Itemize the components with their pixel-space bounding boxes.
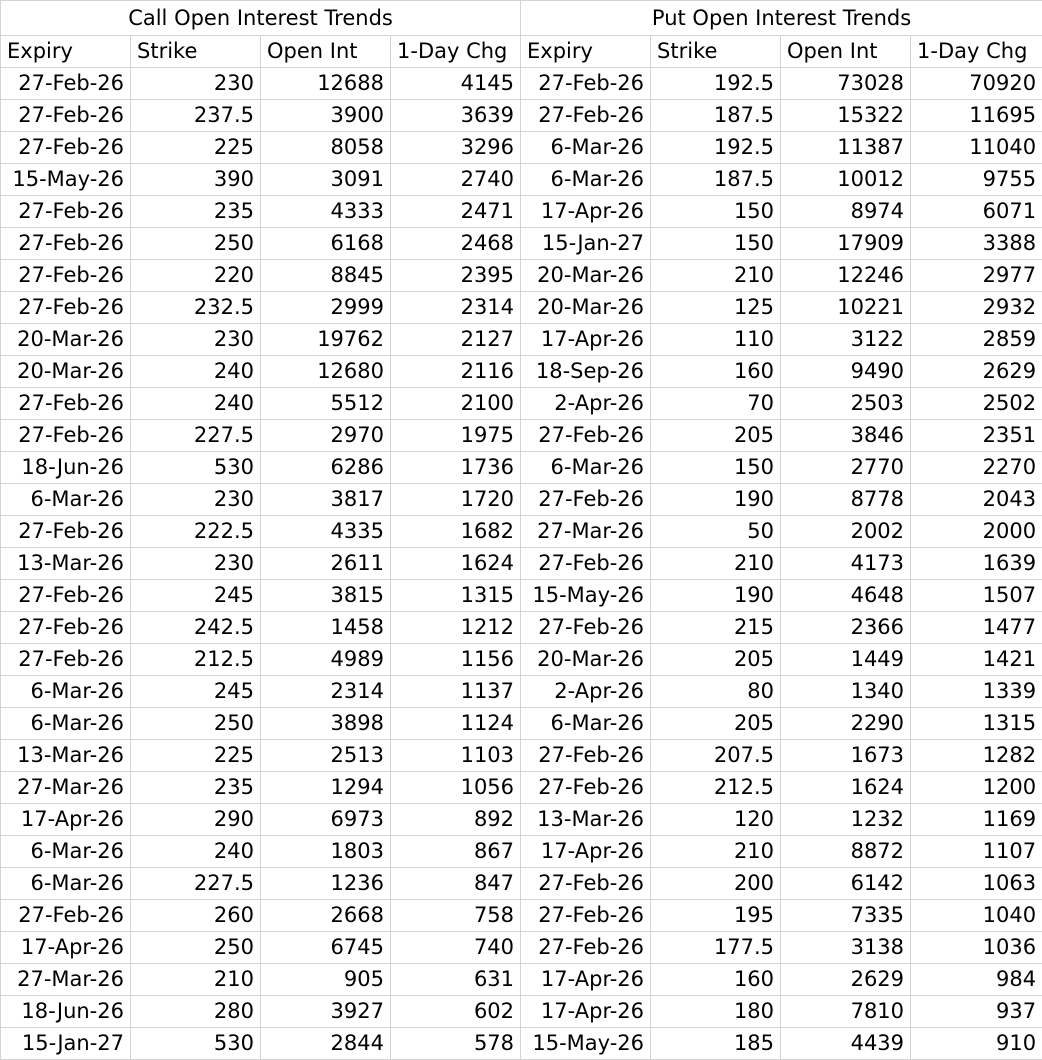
put-cell-1-day-chg[interactable]: 1169 <box>911 804 1042 836</box>
call-cell-strike[interactable]: 260 <box>131 900 261 932</box>
put-cell-expiry[interactable]: 27-Feb-26 <box>521 548 651 580</box>
put-cell-expiry[interactable]: 27-Feb-26 <box>521 68 651 100</box>
put-cell-open-int[interactable]: 3122 <box>781 324 911 356</box>
put-cell-1-day-chg[interactable]: 1107 <box>911 836 1042 868</box>
call-cell-expiry[interactable]: 6-Mar-26 <box>1 836 131 868</box>
call-cell-expiry[interactable]: 18-Jun-26 <box>1 996 131 1028</box>
put-cell-1-day-chg[interactable]: 1040 <box>911 900 1042 932</box>
table-row <box>1 708 1042 740</box>
call-cell-expiry[interactable]: 27-Mar-26 <box>1 964 131 996</box>
put-cell-1-day-chg[interactable]: 2351 <box>911 420 1042 452</box>
put-cell-expiry[interactable]: 27-Feb-26 <box>521 932 651 964</box>
call-cell-strike[interactable]: 212.5 <box>131 644 261 676</box>
put-cell-1-day-chg[interactable]: 1063 <box>911 868 1042 900</box>
put-cell-strike[interactable]: 210 <box>651 548 781 580</box>
call-cell-1-day-chg[interactable]: 1156 <box>391 644 521 676</box>
put-cell-1-day-chg[interactable]: 1421 <box>911 644 1042 676</box>
put-header-strike[interactable]: Strike <box>651 36 781 68</box>
put-cell-open-int[interactable]: 3138 <box>781 932 911 964</box>
call-header-1-day-chg[interactable]: 1-Day Chg <box>391 36 521 68</box>
call-cell-open-int[interactable]: 6973 <box>261 804 391 836</box>
put-cell-expiry[interactable]: 27-Feb-26 <box>521 900 651 932</box>
put-cell-open-int[interactable]: 3846 <box>781 420 911 452</box>
put-cell-strike[interactable]: 200 <box>651 868 781 900</box>
table-row <box>1 452 1042 484</box>
put-cell-open-int[interactable]: 1624 <box>781 772 911 804</box>
call-cell-1-day-chg[interactable]: 1720 <box>391 484 521 516</box>
call-cell-1-day-chg[interactable]: 740 <box>391 932 521 964</box>
call-cell-1-day-chg[interactable]: 3639 <box>391 100 521 132</box>
put-cell-strike[interactable]: 187.5 <box>651 100 781 132</box>
call-cell-strike[interactable]: 230 <box>131 484 261 516</box>
put-cell-expiry[interactable]: 15-May-26 <box>521 1028 651 1060</box>
call-cell-strike[interactable]: 245 <box>131 580 261 612</box>
put-cell-1-day-chg[interactable]: 937 <box>911 996 1042 1028</box>
put-cell-open-int[interactable]: 8974 <box>781 196 911 228</box>
put-cell-strike[interactable]: 190 <box>651 580 781 612</box>
put-cell-open-int[interactable]: 8778 <box>781 484 911 516</box>
table-row <box>1 516 1042 548</box>
put-cell-expiry[interactable]: 27-Feb-26 <box>521 100 651 132</box>
put-cell-1-day-chg[interactable]: 1639 <box>911 548 1042 580</box>
call-cell-1-day-chg[interactable]: 3296 <box>391 132 521 164</box>
put-cell-1-day-chg[interactable]: 1200 <box>911 772 1042 804</box>
call-cell-strike[interactable]: 290 <box>131 804 261 836</box>
put-cell-expiry[interactable]: 6-Mar-26 <box>521 164 651 196</box>
call-cell-open-int[interactable]: 6286 <box>261 452 391 484</box>
call-cell-1-day-chg[interactable]: 867 <box>391 836 521 868</box>
call-cell-strike[interactable]: 227.5 <box>131 868 261 900</box>
call-cell-expiry[interactable]: 13-Mar-26 <box>1 548 131 580</box>
call-cell-1-day-chg[interactable]: 758 <box>391 900 521 932</box>
put-cell-open-int[interactable]: 11387 <box>781 132 911 164</box>
put-cell-1-day-chg[interactable]: 2270 <box>911 452 1042 484</box>
call-cell-open-int[interactable]: 2611 <box>261 548 391 580</box>
call-cell-expiry[interactable]: 27-Feb-26 <box>1 644 131 676</box>
call-cell-strike[interactable]: 280 <box>131 996 261 1028</box>
call-cell-strike[interactable]: 390 <box>131 164 261 196</box>
put-header-1-day-chg[interactable]: 1-Day Chg <box>911 36 1042 68</box>
put-cell-strike[interactable]: 205 <box>651 420 781 452</box>
put-cell-1-day-chg[interactable]: 1282 <box>911 740 1042 772</box>
call-cell-open-int[interactable]: 1803 <box>261 836 391 868</box>
call-cell-expiry[interactable]: 27-Feb-26 <box>1 196 131 228</box>
put-cell-strike[interactable]: 185 <box>651 1028 781 1060</box>
call-cell-open-int[interactable]: 6168 <box>261 228 391 260</box>
call-cell-strike[interactable]: 250 <box>131 708 261 740</box>
table-row <box>1 388 1042 420</box>
table-row <box>1 420 1042 452</box>
call-cell-expiry[interactable]: 27-Feb-26 <box>1 260 131 292</box>
call-cell-strike[interactable]: 235 <box>131 772 261 804</box>
call-cell-open-int[interactable]: 1236 <box>261 868 391 900</box>
put-cell-expiry[interactable]: 17-Apr-26 <box>521 996 651 1028</box>
call-cell-1-day-chg[interactable]: 1137 <box>391 676 521 708</box>
table-row <box>1 260 1042 292</box>
call-cell-expiry[interactable]: 13-Mar-26 <box>1 740 131 772</box>
call-header-strike[interactable]: Strike <box>131 36 261 68</box>
put-cell-1-day-chg[interactable]: 3388 <box>911 228 1042 260</box>
put-cell-expiry[interactable]: 18-Sep-26 <box>521 356 651 388</box>
call-cell-expiry[interactable]: 6-Mar-26 <box>1 868 131 900</box>
put-cell-open-int[interactable]: 1340 <box>781 676 911 708</box>
call-cell-strike[interactable]: 230 <box>131 324 261 356</box>
call-cell-open-int[interactable]: 1294 <box>261 772 391 804</box>
call-cell-open-int[interactable]: 1458 <box>261 612 391 644</box>
put-section-title[interactable]: Put Open Interest Trends <box>521 1 1042 36</box>
call-cell-expiry[interactable]: 27-Feb-26 <box>1 900 131 932</box>
put-cell-expiry[interactable]: 6-Mar-26 <box>521 452 651 484</box>
put-cell-expiry[interactable]: 27-Mar-26 <box>521 516 651 548</box>
put-cell-expiry[interactable]: 20-Mar-26 <box>521 644 651 676</box>
call-cell-open-int[interactable]: 905 <box>261 964 391 996</box>
call-cell-expiry[interactable]: 27-Feb-26 <box>1 292 131 324</box>
call-cell-1-day-chg[interactable]: 1736 <box>391 452 521 484</box>
call-cell-expiry[interactable]: 27-Feb-26 <box>1 420 131 452</box>
put-cell-1-day-chg[interactable]: 2000 <box>911 516 1042 548</box>
table-row <box>1 644 1042 676</box>
put-cell-expiry[interactable]: 17-Apr-26 <box>521 964 651 996</box>
call-cell-1-day-chg[interactable]: 1056 <box>391 772 521 804</box>
put-cell-strike[interactable]: 110 <box>651 324 781 356</box>
call-cell-1-day-chg[interactable]: 2100 <box>391 388 521 420</box>
put-cell-strike[interactable]: 192.5 <box>651 68 781 100</box>
table-row <box>1 100 1042 132</box>
call-header-open-int[interactable]: Open Int <box>261 36 391 68</box>
table-row <box>1 292 1042 324</box>
call-cell-expiry[interactable]: 15-Jan-27 <box>1 1028 131 1060</box>
put-cell-strike[interactable]: 160 <box>651 356 781 388</box>
put-cell-strike[interactable]: 70 <box>651 388 781 420</box>
call-cell-open-int[interactable]: 3927 <box>261 996 391 1028</box>
call-cell-strike[interactable]: 530 <box>131 452 261 484</box>
put-cell-open-int[interactable]: 10221 <box>781 292 911 324</box>
table-row <box>1 676 1042 708</box>
call-cell-1-day-chg[interactable]: 1975 <box>391 420 521 452</box>
call-cell-open-int[interactable]: 3898 <box>261 708 391 740</box>
put-cell-1-day-chg[interactable]: 984 <box>911 964 1042 996</box>
call-cell-1-day-chg[interactable]: 2740 <box>391 164 521 196</box>
put-cell-1-day-chg[interactable]: 9755 <box>911 164 1042 196</box>
call-cell-1-day-chg[interactable]: 1103 <box>391 740 521 772</box>
call-cell-open-int[interactable]: 8058 <box>261 132 391 164</box>
put-cell-1-day-chg[interactable]: 2043 <box>911 484 1042 516</box>
put-cell-expiry[interactable]: 27-Feb-26 <box>521 868 651 900</box>
put-cell-open-int[interactable]: 2366 <box>781 612 911 644</box>
call-cell-open-int[interactable]: 4989 <box>261 644 391 676</box>
call-cell-strike[interactable]: 235 <box>131 196 261 228</box>
put-cell-expiry[interactable]: 15-May-26 <box>521 580 651 612</box>
put-cell-expiry[interactable]: 2-Apr-26 <box>521 676 651 708</box>
call-cell-strike[interactable]: 210 <box>131 964 261 996</box>
call-cell-strike[interactable]: 245 <box>131 676 261 708</box>
call-cell-open-int[interactable]: 3817 <box>261 484 391 516</box>
call-cell-1-day-chg[interactable]: 2116 <box>391 356 521 388</box>
put-cell-1-day-chg[interactable]: 1036 <box>911 932 1042 964</box>
call-cell-1-day-chg[interactable]: 602 <box>391 996 521 1028</box>
call-cell-open-int[interactable]: 2999 <box>261 292 391 324</box>
call-cell-strike[interactable]: 242.5 <box>131 612 261 644</box>
call-cell-expiry[interactable]: 27-Feb-26 <box>1 132 131 164</box>
table-row <box>1 132 1042 164</box>
put-cell-1-day-chg[interactable]: 1339 <box>911 676 1042 708</box>
table-row <box>1 740 1042 772</box>
call-cell-expiry[interactable]: 27-Feb-26 <box>1 516 131 548</box>
call-cell-1-day-chg[interactable]: 2468 <box>391 228 521 260</box>
put-cell-strike[interactable]: 160 <box>651 964 781 996</box>
call-cell-expiry[interactable]: 27-Feb-26 <box>1 388 131 420</box>
put-cell-strike[interactable]: 150 <box>651 196 781 228</box>
call-cell-1-day-chg[interactable]: 892 <box>391 804 521 836</box>
put-cell-expiry[interactable]: 27-Feb-26 <box>521 772 651 804</box>
put-cell-strike[interactable]: 80 <box>651 676 781 708</box>
put-cell-expiry[interactable]: 20-Mar-26 <box>521 292 651 324</box>
call-cell-strike[interactable]: 220 <box>131 260 261 292</box>
call-cell-strike[interactable]: 225 <box>131 740 261 772</box>
call-cell-expiry[interactable]: 27-Feb-26 <box>1 580 131 612</box>
put-cell-expiry[interactable]: 6-Mar-26 <box>521 708 651 740</box>
call-cell-expiry[interactable]: 27-Feb-26 <box>1 612 131 644</box>
call-cell-open-int[interactable]: 2844 <box>261 1028 391 1060</box>
put-cell-open-int[interactable]: 6142 <box>781 868 911 900</box>
put-cell-expiry[interactable]: 13-Mar-26 <box>521 804 651 836</box>
title-row <box>1 1 1042 36</box>
table-row <box>1 900 1042 932</box>
call-cell-open-int[interactable]: 2314 <box>261 676 391 708</box>
put-cell-strike[interactable]: 207.5 <box>651 740 781 772</box>
table-row <box>1 164 1042 196</box>
call-cell-expiry[interactable]: 27-Mar-26 <box>1 772 131 804</box>
call-cell-strike[interactable]: 250 <box>131 932 261 964</box>
table-row <box>1 772 1042 804</box>
call-cell-open-int[interactable]: 6745 <box>261 932 391 964</box>
call-cell-open-int[interactable]: 12688 <box>261 68 391 100</box>
put-cell-1-day-chg[interactable]: 2629 <box>911 356 1042 388</box>
put-cell-strike[interactable]: 192.5 <box>651 132 781 164</box>
call-cell-1-day-chg[interactable]: 2314 <box>391 292 521 324</box>
table-row <box>1 996 1042 1028</box>
call-cell-open-int[interactable]: 4335 <box>261 516 391 548</box>
put-cell-open-int[interactable]: 9490 <box>781 356 911 388</box>
call-cell-strike[interactable]: 240 <box>131 836 261 868</box>
call-cell-strike[interactable]: 237.5 <box>131 100 261 132</box>
call-cell-open-int[interactable]: 2668 <box>261 900 391 932</box>
call-cell-expiry[interactable]: 27-Feb-26 <box>1 100 131 132</box>
put-cell-strike[interactable]: 50 <box>651 516 781 548</box>
table-row <box>1 1028 1042 1060</box>
call-cell-1-day-chg[interactable]: 631 <box>391 964 521 996</box>
put-cell-strike[interactable]: 210 <box>651 260 781 292</box>
table-row <box>1 964 1042 996</box>
put-cell-expiry[interactable]: 17-Apr-26 <box>521 196 651 228</box>
put-cell-strike[interactable]: 177.5 <box>651 932 781 964</box>
call-cell-1-day-chg[interactable]: 578 <box>391 1028 521 1060</box>
table-row <box>1 836 1042 868</box>
put-header-open-int[interactable]: Open Int <box>781 36 911 68</box>
call-cell-strike[interactable]: 227.5 <box>131 420 261 452</box>
put-cell-open-int[interactable]: 7810 <box>781 996 911 1028</box>
put-cell-open-int[interactable]: 4173 <box>781 548 911 580</box>
call-cell-open-int[interactable]: 2970 <box>261 420 391 452</box>
call-section-title[interactable]: Call Open Interest Trends <box>1 1 521 36</box>
put-cell-open-int[interactable]: 1232 <box>781 804 911 836</box>
put-cell-strike[interactable]: 187.5 <box>651 164 781 196</box>
put-cell-1-day-chg[interactable]: 1477 <box>911 612 1042 644</box>
put-cell-open-int[interactable]: 10012 <box>781 164 911 196</box>
put-cell-1-day-chg[interactable]: 11040 <box>911 132 1042 164</box>
put-cell-strike[interactable]: 150 <box>651 228 781 260</box>
put-cell-1-day-chg[interactable]: 910 <box>911 1028 1042 1060</box>
table-row <box>1 196 1042 228</box>
call-cell-1-day-chg[interactable]: 2395 <box>391 260 521 292</box>
put-cell-open-int[interactable]: 4439 <box>781 1028 911 1060</box>
call-cell-open-int[interactable]: 5512 <box>261 388 391 420</box>
put-cell-strike[interactable]: 212.5 <box>651 772 781 804</box>
column-header-row <box>1 36 1042 68</box>
put-cell-strike[interactable]: 215 <box>651 612 781 644</box>
call-cell-open-int[interactable]: 8845 <box>261 260 391 292</box>
call-cell-1-day-chg[interactable]: 2127 <box>391 324 521 356</box>
put-cell-expiry[interactable]: 27-Feb-26 <box>521 420 651 452</box>
put-cell-expiry[interactable]: 2-Apr-26 <box>521 388 651 420</box>
put-cell-strike[interactable]: 120 <box>651 804 781 836</box>
put-cell-strike[interactable]: 150 <box>651 452 781 484</box>
put-cell-1-day-chg[interactable]: 2932 <box>911 292 1042 324</box>
put-cell-expiry[interactable]: 20-Mar-26 <box>521 260 651 292</box>
call-cell-1-day-chg[interactable]: 1624 <box>391 548 521 580</box>
put-cell-open-int[interactable]: 12246 <box>781 260 911 292</box>
table-row <box>1 68 1042 100</box>
call-cell-open-int[interactable]: 3815 <box>261 580 391 612</box>
call-cell-1-day-chg[interactable]: 1124 <box>391 708 521 740</box>
call-cell-open-int[interactable]: 12680 <box>261 356 391 388</box>
put-cell-open-int[interactable]: 2629 <box>781 964 911 996</box>
call-cell-expiry[interactable]: 17-Apr-26 <box>1 932 131 964</box>
put-cell-strike[interactable]: 125 <box>651 292 781 324</box>
put-cell-open-int[interactable]: 2290 <box>781 708 911 740</box>
table-row <box>1 228 1042 260</box>
table-row <box>1 324 1042 356</box>
call-cell-expiry[interactable]: 17-Apr-26 <box>1 804 131 836</box>
table-row <box>1 548 1042 580</box>
put-cell-strike[interactable]: 180 <box>651 996 781 1028</box>
table-row <box>1 356 1042 388</box>
call-cell-open-int[interactable]: 3900 <box>261 100 391 132</box>
call-cell-1-day-chg[interactable]: 1682 <box>391 516 521 548</box>
put-cell-1-day-chg[interactable]: 1315 <box>911 708 1042 740</box>
table-row <box>1 484 1042 516</box>
put-cell-open-int[interactable]: 1673 <box>781 740 911 772</box>
put-cell-open-int[interactable]: 1449 <box>781 644 911 676</box>
put-header-expiry[interactable]: Expiry <box>521 36 651 68</box>
put-cell-expiry[interactable]: 27-Feb-26 <box>521 740 651 772</box>
call-cell-strike[interactable]: 240 <box>131 356 261 388</box>
call-cell-1-day-chg[interactable]: 1315 <box>391 580 521 612</box>
put-cell-open-int[interactable]: 15322 <box>781 100 911 132</box>
call-cell-strike[interactable]: 222.5 <box>131 516 261 548</box>
put-cell-strike[interactable]: 210 <box>651 836 781 868</box>
put-cell-expiry[interactable]: 27-Feb-26 <box>521 484 651 516</box>
put-cell-expiry[interactable]: 17-Apr-26 <box>521 836 651 868</box>
put-cell-1-day-chg[interactable]: 1507 <box>911 580 1042 612</box>
put-cell-open-int[interactable]: 2770 <box>781 452 911 484</box>
call-header-expiry[interactable]: Expiry <box>1 36 131 68</box>
put-cell-open-int[interactable]: 8872 <box>781 836 911 868</box>
put-cell-expiry[interactable]: 27-Feb-26 <box>521 612 651 644</box>
put-cell-open-int[interactable]: 4648 <box>781 580 911 612</box>
put-cell-strike[interactable]: 205 <box>651 644 781 676</box>
put-cell-1-day-chg[interactable]: 2859 <box>911 324 1042 356</box>
put-cell-strike[interactable]: 195 <box>651 900 781 932</box>
call-cell-expiry[interactable]: 27-Feb-26 <box>1 228 131 260</box>
put-cell-open-int[interactable]: 2002 <box>781 516 911 548</box>
put-cell-expiry[interactable]: 17-Apr-26 <box>521 324 651 356</box>
put-cell-1-day-chg[interactable]: 70920 <box>911 68 1042 100</box>
put-cell-open-int[interactable]: 7335 <box>781 900 911 932</box>
call-cell-expiry[interactable]: 18-Jun-26 <box>1 452 131 484</box>
call-cell-expiry[interactable]: 6-Mar-26 <box>1 708 131 740</box>
call-cell-open-int[interactable]: 2513 <box>261 740 391 772</box>
call-cell-expiry[interactable]: 15-May-26 <box>1 164 131 196</box>
table-row <box>1 868 1042 900</box>
table-row <box>1 612 1042 644</box>
put-cell-strike[interactable]: 205 <box>651 708 781 740</box>
call-cell-1-day-chg[interactable]: 847 <box>391 868 521 900</box>
call-cell-expiry[interactable]: 27-Feb-26 <box>1 68 131 100</box>
put-cell-1-day-chg[interactable]: 11695 <box>911 100 1042 132</box>
call-cell-open-int[interactable]: 19762 <box>261 324 391 356</box>
call-cell-expiry[interactable]: 20-Mar-26 <box>1 324 131 356</box>
call-cell-expiry[interactable]: 6-Mar-26 <box>1 676 131 708</box>
put-cell-expiry[interactable]: 15-Jan-27 <box>521 228 651 260</box>
call-cell-expiry[interactable]: 20-Mar-26 <box>1 356 131 388</box>
put-cell-open-int[interactable]: 73028 <box>781 68 911 100</box>
call-cell-open-int[interactable]: 3091 <box>261 164 391 196</box>
call-cell-1-day-chg[interactable]: 2471 <box>391 196 521 228</box>
put-cell-open-int[interactable]: 17909 <box>781 228 911 260</box>
table-row <box>1 580 1042 612</box>
table-row <box>1 804 1042 836</box>
put-cell-open-int[interactable]: 2503 <box>781 388 911 420</box>
table-row <box>1 932 1042 964</box>
put-cell-strike[interactable]: 190 <box>651 484 781 516</box>
put-cell-1-day-chg[interactable]: 6071 <box>911 196 1042 228</box>
call-cell-expiry[interactable]: 6-Mar-26 <box>1 484 131 516</box>
put-cell-expiry[interactable]: 6-Mar-26 <box>521 132 651 164</box>
call-cell-strike[interactable]: 230 <box>131 548 261 580</box>
put-cell-1-day-chg[interactable]: 2977 <box>911 260 1042 292</box>
call-cell-strike[interactable]: 232.5 <box>131 292 261 324</box>
call-cell-strike[interactable]: 230 <box>131 68 261 100</box>
call-cell-strike[interactable]: 530 <box>131 1028 261 1060</box>
call-cell-1-day-chg[interactable]: 4145 <box>391 68 521 100</box>
call-cell-1-day-chg[interactable]: 1212 <box>391 612 521 644</box>
call-cell-strike[interactable]: 250 <box>131 228 261 260</box>
put-cell-1-day-chg[interactable]: 2502 <box>911 388 1042 420</box>
call-cell-strike[interactable]: 225 <box>131 132 261 164</box>
call-cell-strike[interactable]: 240 <box>131 388 261 420</box>
call-cell-open-int[interactable]: 4333 <box>261 196 391 228</box>
